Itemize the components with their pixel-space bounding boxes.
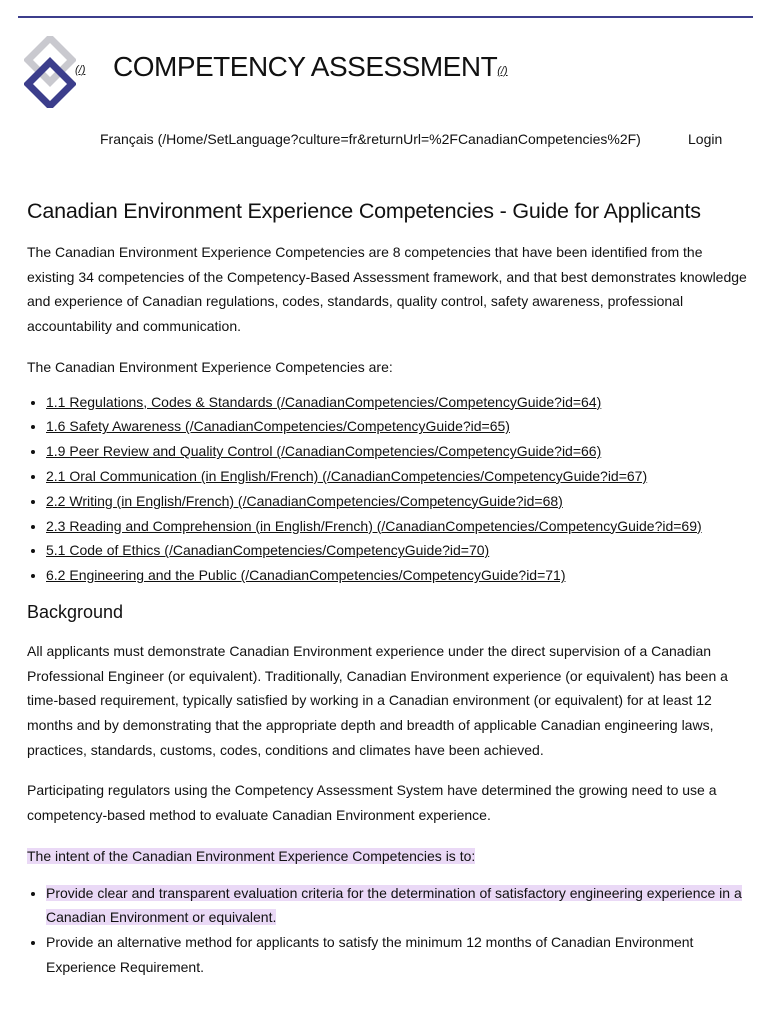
header-rule [18, 16, 753, 18]
site-title-link[interactable]: (/) [497, 65, 508, 77]
site-title-text[interactable]: COMPETENCY ASSESSMENT [113, 51, 498, 82]
list-item [46, 538, 747, 563]
list-item [46, 563, 747, 588]
competency-link[interactable]: 2.2 Writing (in English/French) (/CanadianCompetencies/CompetencyGuide?id=68) [46, 492, 563, 509]
list-item [46, 464, 747, 489]
competency-link[interactable]: 1.1 Regulations, Codes & Standards (/CanadianCompetencies/CompetencyGuide?id=64) [46, 393, 602, 410]
list-item [46, 514, 747, 539]
list-item [46, 489, 747, 514]
login-link[interactable]: Login [688, 131, 723, 147]
background-paragraph-2: Participating regulators using the Competency Assessment System have determined the growing need to use a competency-based method to evaluate Canadian Environment experience. [27, 782, 717, 824]
list-item [46, 414, 747, 439]
logo-link[interactable]: (/) [75, 64, 86, 76]
background-heading: Background [27, 601, 124, 622]
list-item [46, 439, 747, 464]
main-content [27, 199, 747, 994]
background-paragraph-1: All applicants must demonstrate Canadian Environment experience under the direct supervision of a Canadian Professional Engineer (or equivalent). Traditionally, Canadian Environment experience (or equivalent) has been a time-based requirement, typically satisfied by working in a Canadian environment (or equivalent) for at least 12 months and by demonstrating that the appropriate depth and breadth of applicable Canadian engineering laws, practices, standards, customs, codes, conditions and climates have been achieved. [27, 642, 728, 758]
competency-link[interactable]: 6.2 Engineering and the Public (/CanadianCompetencies/CompetencyGuide?id=71) [46, 567, 566, 584]
competency-link[interactable]: 1.9 Peer Review and Quality Control (/CanadianCompetencies/CompetencyGuide?id=66) [46, 443, 602, 460]
intent-list [27, 881, 747, 980]
competency-link[interactable]: 2.1 Oral Communication (in English/French) (/CanadianCompetencies/CompetencyGuide?id=67) [46, 467, 648, 484]
list-intro: The Canadian Environment Experience Competencies are: [27, 358, 393, 375]
intro-paragraph: The Canadian Environment Experience Competencies are 8 competencies that have been identified from the existing 34 competencies of the Competency-Based Assessment framework, and that best demonstrates knowledge and experience of Canadian regulations, codes, standards, quality control, safety awareness, professional accountability and communication. [27, 244, 747, 335]
intent-item-text: Provide clear and transparent evaluation criteria for the determination of satisfactory engineering experience in a Canadian Environment or equivalent. [46, 884, 742, 926]
page-title: Canadian Environment Experience Competencies - Guide for Applicants [27, 199, 701, 223]
intent-intro-text: The intent of the Canadian Environment Experience Competencies is to: [27, 847, 476, 864]
logo-icon[interactable] [24, 36, 76, 108]
competency-link[interactable]: 5.1 Code of Ethics (/CanadianCompetencies/CompetencyGuide?id=70) [46, 542, 490, 559]
competency-list [27, 390, 747, 588]
intent-item-text: Provide an alternative method for applicants to satisfy the minimum 12 months of Canadian Environment Experience Requirement. [46, 934, 694, 975]
list-item [46, 881, 747, 931]
language-link[interactable]: Français (/Home/SetLanguage?culture=fr&returnUrl=%2FCanadianCompetencies%2F) [100, 131, 641, 147]
intent-intro [27, 844, 747, 869]
site-title[interactable] [113, 51, 508, 83]
competency-link[interactable]: 1.6 Safety Awareness (/CanadianCompetencies/CompetencyGuide?id=65) [46, 418, 510, 435]
competency-link[interactable]: 2.3 Reading and Comprehension (in English/French) (/CanadianCompetencies/CompetencyGuide?id=69) [46, 517, 702, 534]
list-item [46, 930, 747, 980]
list-item [46, 390, 747, 415]
